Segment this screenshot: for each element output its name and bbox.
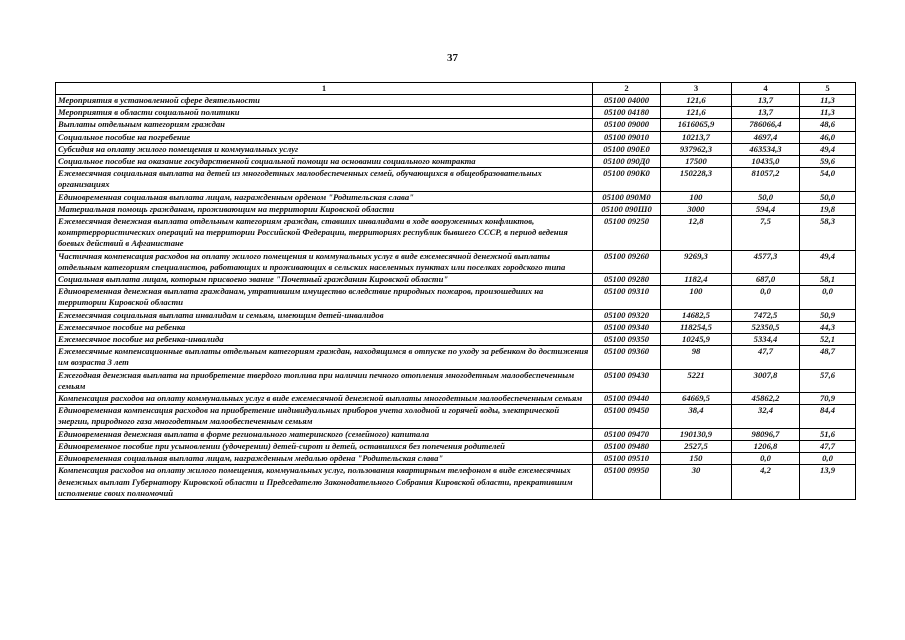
row-description: Единовременная социальная выплата лицам, награжденным орденом "Родительская слава": [56, 191, 593, 203]
table-row: [56, 405, 856, 428]
row-description: Компенсация расходов на оплату жилого помещения, коммунальных услуг, пользования квартирным телефоном в виде ежемесячных денежных выплат Губернатору Кировской области и Председателю Законодательного Собрания Кировской области, прекратившим исполнение своих полномочий: [56, 465, 593, 500]
row-plan-value: 150228,3: [661, 168, 732, 191]
table-body: [56, 95, 856, 500]
table-row: [56, 131, 856, 143]
row-percent-value: 49,4: [800, 143, 856, 155]
row-plan-value: 1182,4: [661, 274, 732, 286]
row-description: Ежемесячная социальная выплата инвалидам и семьям, имеющим детей-инвалидов: [56, 309, 593, 321]
row-plan-value: 10245,9: [661, 334, 732, 346]
row-plan-value: 118254,5: [661, 321, 732, 333]
table-row: [56, 191, 856, 203]
row-budget-code: 05100 09480: [593, 440, 661, 452]
row-budget-code: 05100 09430: [593, 369, 661, 392]
row-budget-code: 05100 090К0: [593, 168, 661, 191]
row-percent-value: 47,7: [800, 440, 856, 452]
row-budget-code: 05100 09450: [593, 405, 661, 428]
row-description: Субсидия на оплату жилого помещения и коммунальных услуг: [56, 143, 593, 155]
row-percent-value: 50,0: [800, 191, 856, 203]
row-actual-value: 52350,5: [732, 321, 800, 333]
row-percent-value: 58,1: [800, 274, 856, 286]
row-percent-value: 84,4: [800, 405, 856, 428]
row-description: Единовременное пособие при усыновлении (удочерении) детей-сирот и детей, оставшихся без попечения родителей: [56, 440, 593, 452]
row-description: Мероприятия в области социальной политики: [56, 107, 593, 119]
row-actual-value: 13,7: [732, 107, 800, 119]
row-actual-value: 45862,2: [732, 393, 800, 405]
row-actual-value: 32,4: [732, 405, 800, 428]
row-actual-value: 687,0: [732, 274, 800, 286]
table-row: [56, 440, 856, 452]
table-row: [56, 274, 856, 286]
row-plan-value: 38,4: [661, 405, 732, 428]
row-description: Ежемесячная денежная выплата отдельным категориям граждан, ставших инвалидами в ходе вооруженных конфликтов, контртеррористических операций на территории Российской Федерации, территориях республик бывшего СССР, в период ведения боевых действий в Афганистане: [56, 216, 593, 251]
row-percent-value: 19,8: [800, 203, 856, 215]
column-header: 1: [56, 83, 593, 95]
table-row: [56, 95, 856, 107]
row-percent-value: 44,3: [800, 321, 856, 333]
row-description: Социальная выплата лицам, которым присвоено звание "Почетный гражданин Кировской области": [56, 274, 593, 286]
table-row: [56, 203, 856, 215]
row-description: Социальное пособие на оказание государственной социальной помощи на основании социального контракта: [56, 156, 593, 168]
table-row: [56, 168, 856, 191]
row-percent-value: 48,7: [800, 346, 856, 369]
row-actual-value: 47,7: [732, 346, 800, 369]
row-plan-value: 937962,3: [661, 143, 732, 155]
row-description: Ежемесячные компенсационные выплаты отдельным категориям граждан, находящимся в отпуске по уходу за ребенком до достижения им возраста 3 лет: [56, 346, 593, 369]
row-actual-value: 786066,4: [732, 119, 800, 131]
row-actual-value: 1206,8: [732, 440, 800, 452]
row-actual-value: 4577,3: [732, 250, 800, 273]
row-budget-code: 05100 09280: [593, 274, 661, 286]
row-plan-value: 190130,9: [661, 428, 732, 440]
row-percent-value: 13,9: [800, 465, 856, 500]
table-row: [56, 286, 856, 309]
table-row: [56, 428, 856, 440]
row-description: Единовременная денежная выплата в форме регионального материнского (семейного) капитала: [56, 428, 593, 440]
row-plan-value: 121,6: [661, 107, 732, 119]
row-description: Ежемесячное пособие на ребенка-инвалида: [56, 334, 593, 346]
row-plan-value: 98: [661, 346, 732, 369]
row-description: Единовременная социальная выплата лицам, награжденным медалью ордена "Родительская слава": [56, 453, 593, 465]
row-plan-value: 1616065,9: [661, 119, 732, 131]
table-row: [56, 309, 856, 321]
row-percent-value: 50,9: [800, 309, 856, 321]
table-row: [56, 250, 856, 273]
row-actual-value: 7472,5: [732, 309, 800, 321]
row-actual-value: 98096,7: [732, 428, 800, 440]
row-budget-code: 05100 09510: [593, 453, 661, 465]
table-row: [56, 369, 856, 392]
row-budget-code: 05100 09360: [593, 346, 661, 369]
row-description: Материальная помощь гражданам, проживающим на территории Кировской области: [56, 203, 593, 215]
row-budget-code: 05100 09470: [593, 428, 661, 440]
table-row: [56, 346, 856, 369]
row-actual-value: 81057,2: [732, 168, 800, 191]
table-row: [56, 321, 856, 333]
row-description: Частичная компенсация расходов на оплату жилого помещения и коммунальных услуг в виде ежемесячной денежной выплаты отдельным категориям специалистов, работающих и проживающих в сельских населенных пунктах или поселках городского типа: [56, 250, 593, 273]
row-percent-value: 54,0: [800, 168, 856, 191]
row-budget-code: 05100 04180: [593, 107, 661, 119]
row-percent-value: 70,9: [800, 393, 856, 405]
row-budget-code: 05100 09440: [593, 393, 661, 405]
row-actual-value: 0,0: [732, 453, 800, 465]
row-plan-value: 100: [661, 191, 732, 203]
row-budget-code: 05100 09340: [593, 321, 661, 333]
row-percent-value: 0,0: [800, 453, 856, 465]
row-budget-code: 05100 090Е0: [593, 143, 661, 155]
row-budget-code: 05100 090Д0: [593, 156, 661, 168]
table-row: [56, 393, 856, 405]
row-plan-value: 12,8: [661, 216, 732, 251]
table-row: [56, 107, 856, 119]
row-percent-value: 57,6: [800, 369, 856, 392]
row-plan-value: 3000: [661, 203, 732, 215]
row-budget-code: 05100 09010: [593, 131, 661, 143]
row-plan-value: 10213,7: [661, 131, 732, 143]
row-budget-code: 05100 090М0: [593, 191, 661, 203]
row-actual-value: 3007,8: [732, 369, 800, 392]
table-row: [56, 156, 856, 168]
budget-table: [55, 82, 856, 500]
row-plan-value: 121,6: [661, 95, 732, 107]
row-actual-value: 463534,3: [732, 143, 800, 155]
column-header: 2: [593, 83, 661, 95]
row-percent-value: 48,6: [800, 119, 856, 131]
row-percent-value: 52,1: [800, 334, 856, 346]
column-header: 5: [800, 83, 856, 95]
row-percent-value: 51,6: [800, 428, 856, 440]
row-description: Ежегодная денежная выплата на приобретение твердого топлива при наличии печного отопления многодетным малообеспеченным семьям: [56, 369, 593, 392]
table-row: [56, 216, 856, 251]
row-plan-value: 30: [661, 465, 732, 500]
row-percent-value: 46,0: [800, 131, 856, 143]
row-description: Выплаты отдельным категориям граждан: [56, 119, 593, 131]
row-plan-value: 2527,5: [661, 440, 732, 452]
row-budget-code: 05100 04000: [593, 95, 661, 107]
row-percent-value: 59,6: [800, 156, 856, 168]
table-row: [56, 465, 856, 500]
row-description: Единовременная компенсация расходов на приобретение индивидуальных приборов учета холодной и горячей воды, электрической энергии, природного газа многодетным малообеспеченным семьям: [56, 405, 593, 428]
row-actual-value: 13,7: [732, 95, 800, 107]
table-header-row: [56, 83, 856, 95]
row-actual-value: 594,4: [732, 203, 800, 215]
row-actual-value: 10435,0: [732, 156, 800, 168]
row-budget-code: 05100 09000: [593, 119, 661, 131]
row-plan-value: 100: [661, 286, 732, 309]
row-budget-code: 05100 09260: [593, 250, 661, 273]
row-description: Мероприятия в установленной сфере деятельности: [56, 95, 593, 107]
table-row: [56, 453, 856, 465]
row-actual-value: 50,0: [732, 191, 800, 203]
row-budget-code: 05100 09310: [593, 286, 661, 309]
row-percent-value: 0,0: [800, 286, 856, 309]
row-plan-value: 150: [661, 453, 732, 465]
row-plan-value: 14682,5: [661, 309, 732, 321]
row-budget-code: 05100 09350: [593, 334, 661, 346]
row-percent-value: 11,3: [800, 95, 856, 107]
row-budget-code: 05100 09250: [593, 216, 661, 251]
row-description: Социальное пособие на погребение: [56, 131, 593, 143]
table-row: [56, 334, 856, 346]
row-description: Единовременная денежная выплата гражданам, утратившим имущество вследствие природных пожаров, произошедших на территории Кировской области: [56, 286, 593, 309]
row-plan-value: 9269,3: [661, 250, 732, 273]
row-actual-value: 7,5: [732, 216, 800, 251]
row-percent-value: 49,4: [800, 250, 856, 273]
row-percent-value: 11,3: [800, 107, 856, 119]
page-number: 37: [447, 52, 458, 64]
row-budget-code: 05100 09320: [593, 309, 661, 321]
row-description: Компенсация расходов на оплату коммунальных услуг в виде ежемесячной денежной выплаты многодетным малообеспеченным семьям: [56, 393, 593, 405]
row-plan-value: 64669,5: [661, 393, 732, 405]
row-actual-value: 4,2: [732, 465, 800, 500]
column-header: 4: [732, 83, 800, 95]
table-row: [56, 119, 856, 131]
row-actual-value: 5334,4: [732, 334, 800, 346]
table-row: [56, 143, 856, 155]
row-description: Ежемесячная социальная выплата на детей из многодетных малообеспеченных семей, обучающихся в общеобразовательных организациях: [56, 168, 593, 191]
row-actual-value: 0,0: [732, 286, 800, 309]
row-budget-code: 05100 090Ш0: [593, 203, 661, 215]
row-plan-value: 5221: [661, 369, 732, 392]
column-header: 3: [661, 83, 732, 95]
row-actual-value: 4697,4: [732, 131, 800, 143]
row-description: Ежемесячное пособие на ребенка: [56, 321, 593, 333]
row-plan-value: 17500: [661, 156, 732, 168]
row-budget-code: 05100 09950: [593, 465, 661, 500]
row-percent-value: 58,3: [800, 216, 856, 251]
